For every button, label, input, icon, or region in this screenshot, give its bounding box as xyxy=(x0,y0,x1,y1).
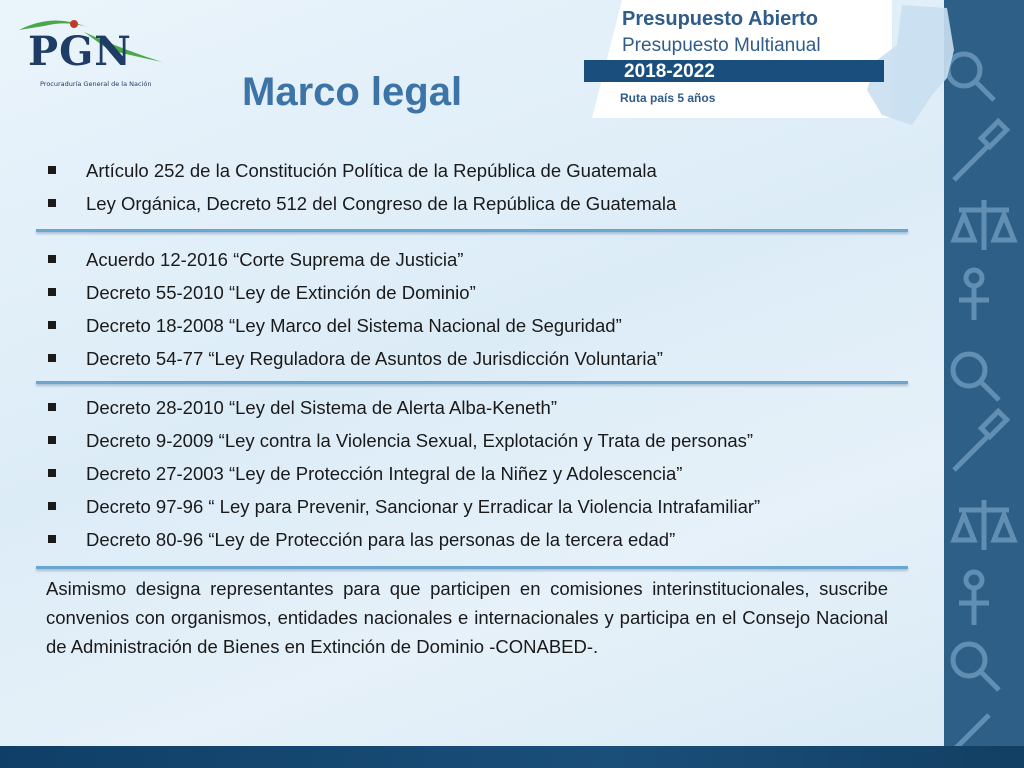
list-item-text: Acuerdo 12-2016 “Corte Suprema de Justicia” xyxy=(86,249,464,270)
list-item xyxy=(46,457,896,490)
list-item-text: Artículo 252 de la Constitución Política de la República de Guatemala xyxy=(86,160,657,181)
section-divider xyxy=(36,229,908,232)
section-divider xyxy=(36,381,908,384)
bullet-icon xyxy=(48,502,56,510)
bullet-icon xyxy=(48,255,56,263)
list-item xyxy=(46,309,896,342)
list-item-text: Decreto 9-2009 “Ley contra la Violencia Sexual, Explotación y Trata de personas” xyxy=(86,430,754,451)
list-item-text: Ley Orgánica, Decreto 512 del Congreso de la República de Guatemala xyxy=(86,193,677,214)
banner-years: 2018-2022 xyxy=(624,61,715,82)
list-item xyxy=(46,523,896,556)
list-item xyxy=(46,187,896,220)
legal-section-2 xyxy=(46,243,896,375)
bullet-icon xyxy=(48,166,56,174)
banner-ruta: Ruta país 5 años xyxy=(620,91,716,105)
bullet-icon xyxy=(48,403,56,411)
list-item xyxy=(46,276,896,309)
legal-section-3 xyxy=(46,391,896,556)
list-item xyxy=(46,154,896,187)
bullet-icon xyxy=(48,436,56,444)
logo-subtitle: Procuraduría General de la Nación xyxy=(40,80,152,88)
list-item-text: Decreto 80-96 “Ley de Protección para las personas de la tercera edad” xyxy=(86,529,676,550)
list-item-text: Decreto 28-2010 “Ley del Sistema de Alerta Alba-Keneth” xyxy=(86,397,558,418)
bullet-icon xyxy=(48,535,56,543)
section-divider xyxy=(36,566,908,569)
list-item xyxy=(46,243,896,276)
bullet-icon xyxy=(48,199,56,207)
list-item xyxy=(46,342,896,375)
footer-stripe xyxy=(0,746,1024,768)
list-item xyxy=(46,490,896,523)
bullet-icon xyxy=(48,321,56,329)
list-item-text: Decreto 18-2008 “Ley Marco del Sistema Nacional de Seguridad” xyxy=(86,315,622,336)
header-banner xyxy=(562,0,962,118)
bullet-icon xyxy=(48,354,56,362)
list-item xyxy=(46,391,896,424)
list-item xyxy=(46,424,896,457)
page-title: Marco legal xyxy=(242,70,463,114)
bullet-icon xyxy=(48,469,56,477)
list-item-text: Decreto 55-2010 “Ley de Extinción de Dominio” xyxy=(86,282,476,303)
list-item-text: Decreto 97-96 “ Ley para Prevenir, Sancionar y Erradicar la Violencia Intrafamiliar” xyxy=(86,496,761,517)
closing-paragraph: Asimismo designa representantes para que participen en comisiones interinstitucionales, suscribe convenios con organismos, entidades nacionales e internacionales y participa en el Consejo Nacional de Administración de Bienes en Extinción de Dominio -CONABED-. xyxy=(46,578,888,657)
legal-section-1 xyxy=(46,154,896,220)
bullet-icon xyxy=(48,288,56,296)
list-item-text: Decreto 54-77 “Ley Reguladora de Asuntos de Jurisdicción Voluntaria” xyxy=(86,348,663,369)
logo-text: PGN xyxy=(28,28,132,75)
pgn-logo xyxy=(14,10,164,88)
banner-title: Presupuesto Abierto xyxy=(622,8,818,30)
list-item-text: Decreto 27-2003 “Ley de Protección Integral de la Niñez y Adolescencia” xyxy=(86,463,683,484)
banner-subtitle: Presupuesto Multianual xyxy=(622,35,821,56)
